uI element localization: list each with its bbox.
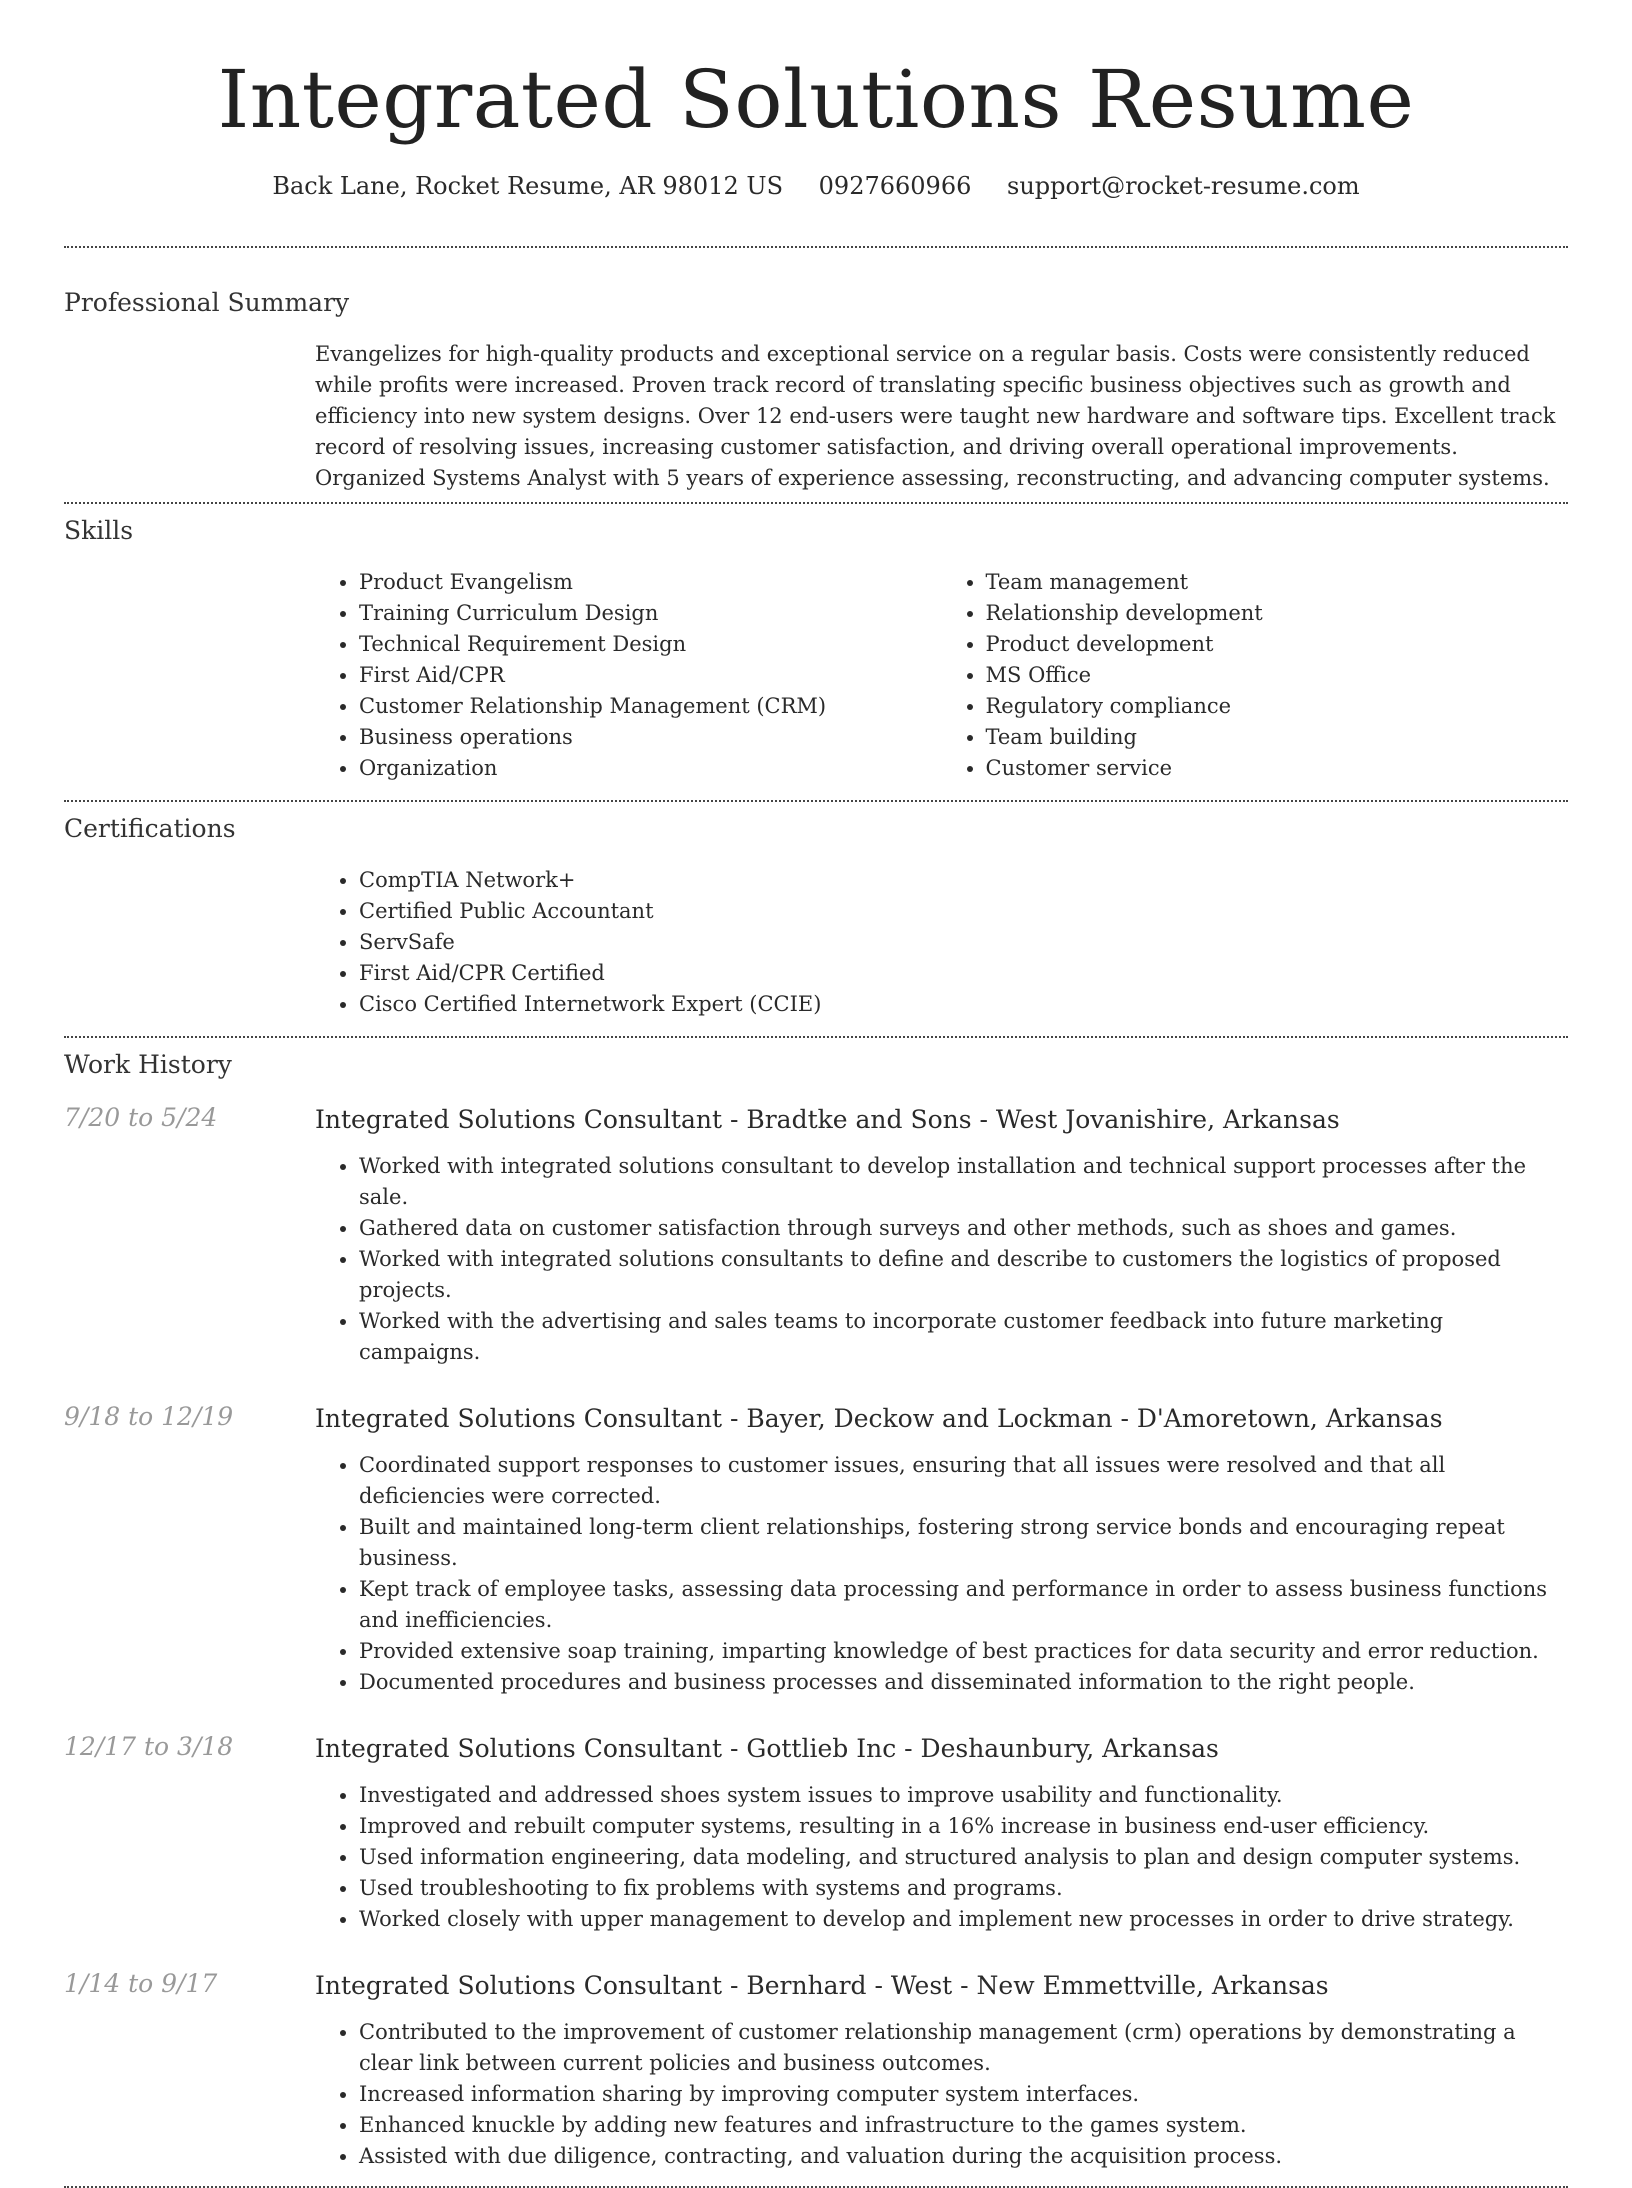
work-section xyxy=(64,1038,1568,2172)
job-date: 7/20 to 5/24 xyxy=(64,1103,218,1132)
list-item: • Customer service xyxy=(986,753,1569,784)
list-item: • Worked with integrated solutions consultant to develop installation and technical support processes after the sale. xyxy=(359,1151,1568,1213)
list-item: • Team building xyxy=(986,722,1569,753)
list-item: • Customer Relationship Management (CRM) xyxy=(359,691,942,722)
list-item: • Business operations xyxy=(359,722,942,753)
certifications-section xyxy=(64,802,1568,1020)
list-item: • Used troubleshooting to fix problems with systems and programs. xyxy=(359,1873,1568,1904)
list-item: • Product Evangelism xyxy=(359,567,942,598)
skills-section xyxy=(64,504,1568,784)
section-title-certifications: Certifications xyxy=(64,814,236,843)
job-title: Integrated Solutions Consultant - Bernhard - West - New Emmettville, Arkansas xyxy=(315,1971,1329,2000)
list-item: • Kept track of employee tasks, assessing data processing and performance in order to assess business functions and inefficiencies. xyxy=(359,1574,1568,1636)
skills-list xyxy=(315,567,1568,784)
list-item: • Gathered data on customer satisfaction through surveys and other methods, such as shoes and games. xyxy=(359,1213,1568,1244)
list-item: • First Aid/CPR xyxy=(359,660,942,691)
page-title: Integrated Solutions Resume xyxy=(217,53,1415,146)
list-item: • Used information engineering, data modeling, and structured analysis to plan and design computer systems. xyxy=(359,1842,1568,1873)
list-item: • MS Office xyxy=(986,660,1569,691)
job-date: 12/17 to 3/18 xyxy=(64,1732,234,1761)
job-entry xyxy=(64,1969,1568,2172)
contact-address: Back Lane, Rocket Resume, AR 98012 US xyxy=(272,172,784,200)
list-item: • Team management xyxy=(986,567,1569,598)
list-item: • Enhanced knuckle by adding new features and infrastructure to the games system. xyxy=(359,2110,1568,2141)
contact-email: support@rocket-resume.com xyxy=(1007,172,1360,200)
list-item: • Worked with integrated solutions consultants to define and describe to customers the logistics of proposed projects. xyxy=(359,1244,1568,1306)
list-item: • Worked closely with upper management to develop and implement new processes in order to drive strategy. xyxy=(359,1904,1568,1935)
summary-text: Evangelizes for high-quality products and exceptional service on a regular basis. Costs were consistently reduced while profits were increased. Proven track record of translating specific business objectives such as growth and efficiency into new system designs. Over 12 end-users were taught new hardware and software tips. Excellent track record of resolving issues, increasing customer satisfaction, and driving overall operational improvements. Organized Systems Analyst with 5 years of experience assessing, reconstructing, and advancing computer systems. xyxy=(315,342,1556,490)
skills-column-left xyxy=(315,567,942,784)
list-item: • Training Curriculum Design xyxy=(359,598,942,629)
list-item: • CompTIA Network+ xyxy=(359,865,1568,896)
section-title-summary: Professional Summary xyxy=(64,288,350,317)
list-item: • Technical Requirement Design xyxy=(359,629,942,660)
job-date: 1/14 to 9/17 xyxy=(64,1969,218,1998)
job-bullets xyxy=(315,2017,1568,2172)
job-title: Integrated Solutions Consultant - Bradtke and Sons - West Jovanishire, Arkansas xyxy=(315,1105,1340,1134)
list-item: • Organization xyxy=(359,753,942,784)
list-item: • Certified Public Accountant xyxy=(359,896,1568,927)
job-entry xyxy=(64,1732,1568,1935)
list-item: • Cisco Certified Internetwork Expert (CCIE) xyxy=(359,989,1568,1020)
job-title: Integrated Solutions Consultant - Bayer, Deckow and Lockman - D'Amoretown, Arkansas xyxy=(315,1404,1443,1433)
section-title-skills: Skills xyxy=(64,516,134,545)
job-bullets xyxy=(315,1450,1568,1698)
list-item: • Relationship development xyxy=(986,598,1569,629)
skills-column-right xyxy=(942,567,1569,784)
job-entry xyxy=(64,1103,1568,1368)
certifications-list xyxy=(315,865,1568,1020)
job-bullets xyxy=(315,1780,1568,1935)
summary-section xyxy=(64,248,1568,494)
list-item: • Provided extensive soap training, imparting knowledge of best practices for data security and error reduction. xyxy=(359,1636,1568,1667)
list-item: • Improved and rebuilt computer systems, resulting in a 16% increase in business end-user efficiency. xyxy=(359,1811,1568,1842)
job-entry xyxy=(64,1402,1568,1698)
resume-page xyxy=(64,0,1568,2188)
section-title-work: Work History xyxy=(64,1050,232,1079)
list-item: • Increased information sharing by improving computer system interfaces. xyxy=(359,2079,1568,2110)
list-item: • Product development xyxy=(986,629,1569,660)
job-bullets xyxy=(315,1151,1568,1368)
contact-line xyxy=(64,166,1568,206)
list-item: • Investigated and addressed shoes system issues to improve usability and functionality. xyxy=(359,1780,1568,1811)
list-item: • Regulatory compliance xyxy=(986,691,1569,722)
job-date: 9/18 to 12/19 xyxy=(64,1402,234,1431)
list-item: • ServSafe xyxy=(359,927,1568,958)
list-item: • Worked with the advertising and sales teams to incorporate customer feedback into future marketing campaigns. xyxy=(359,1306,1568,1368)
list-item: • Built and maintained long-term client relationships, fostering strong service bonds and encouraging repeat business. xyxy=(359,1512,1568,1574)
contact-phone: 0927660966 xyxy=(818,172,972,200)
list-item: • Contributed to the improvement of customer relationship management (crm) operations by demonstrating a clear link between current policies and business outcomes. xyxy=(359,2017,1568,2079)
list-item: • First Aid/CPR Certified xyxy=(359,958,1568,989)
list-item: • Documented procedures and business processes and disseminated information to the right people. xyxy=(359,1667,1568,1698)
job-title: Integrated Solutions Consultant - Gottlieb Inc - Deshaunbury, Arkansas xyxy=(315,1734,1219,1763)
list-item: • Coordinated support responses to customer issues, ensuring that all issues were resolved and that all deficiencies were corrected. xyxy=(359,1450,1568,1512)
list-item: • Assisted with due diligence, contracting, and valuation during the acquisition process. xyxy=(359,2141,1568,2172)
